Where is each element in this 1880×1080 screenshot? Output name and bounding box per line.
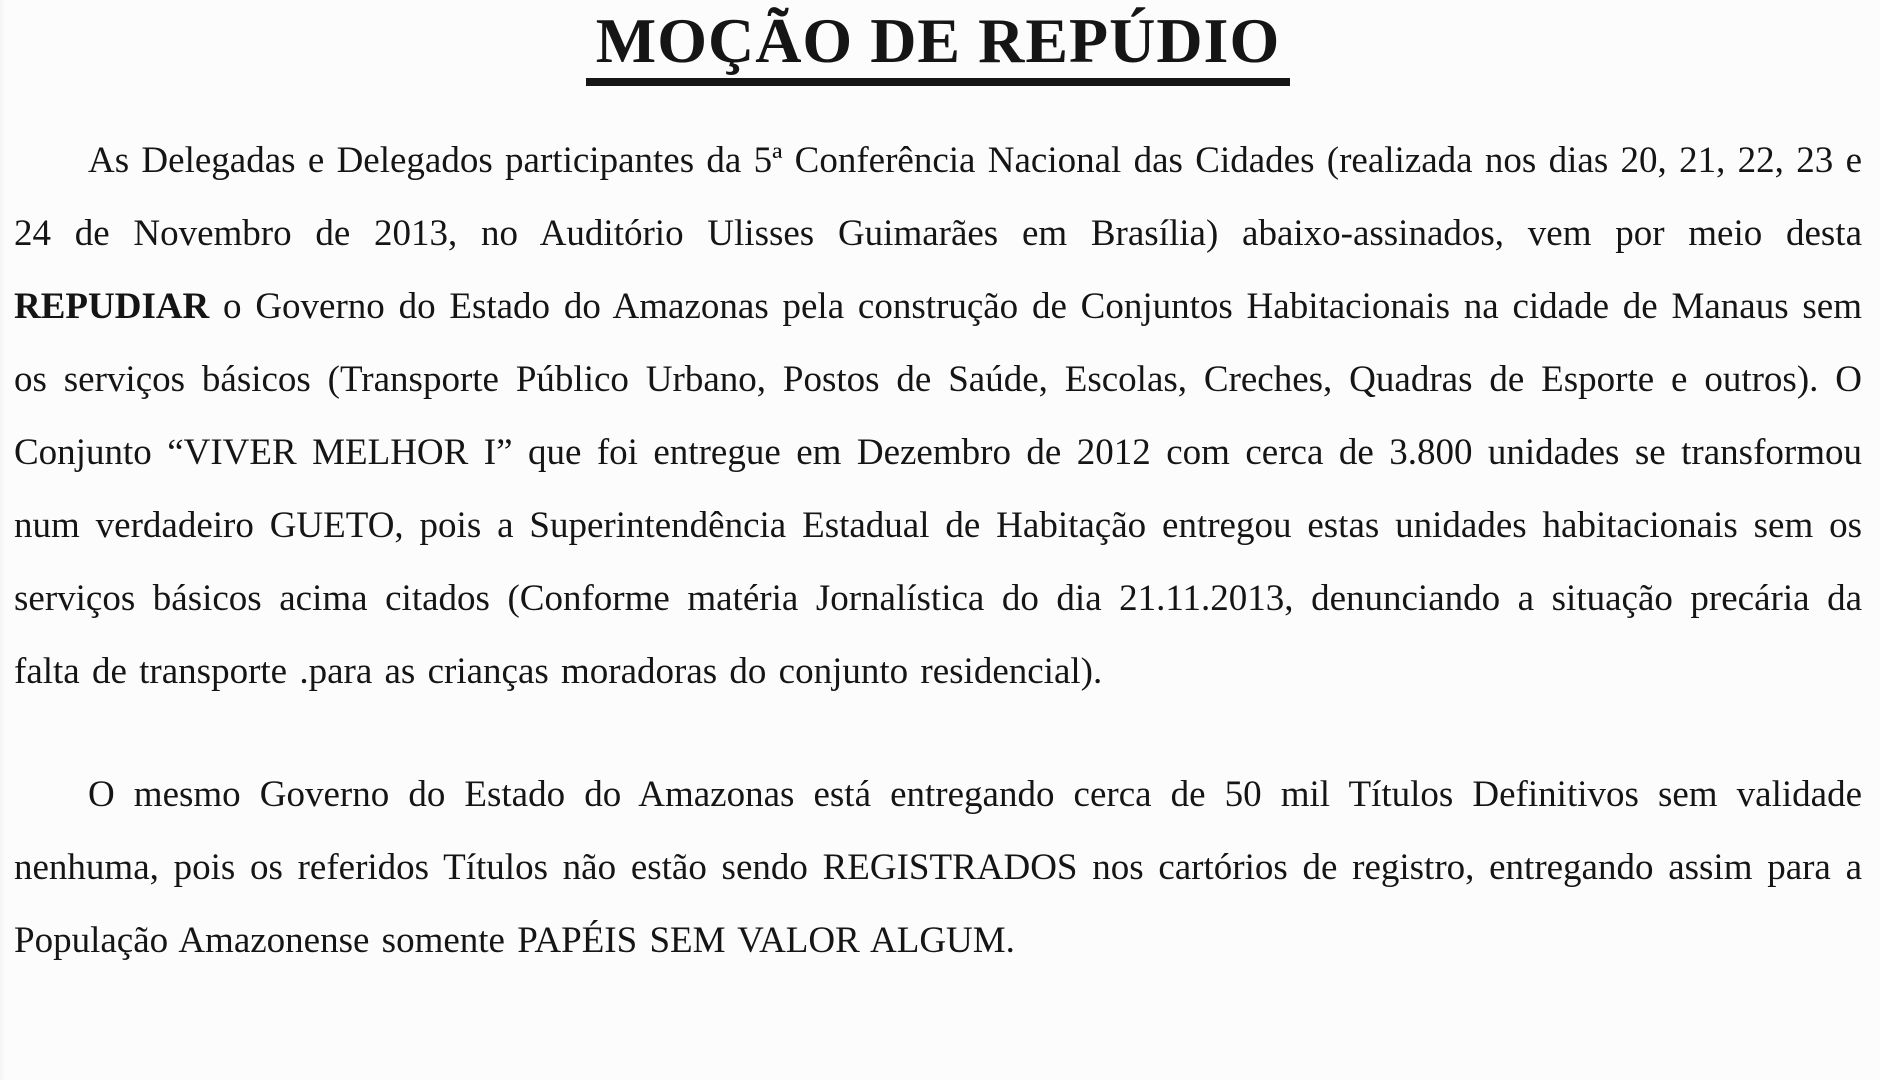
paragraph1-bold-repudiar: REPUDIAR — [14, 286, 210, 328]
paragraph2-text: O mesmo Governo do Estado do Amazonas está entregando cerca de 50 mil Títulos Definitivos sem validade nenhuma, pois os referidos Títulos não estão sendo REGISTRADOS nos cartórios de registro, entregando assim para a População Amazonense somente PAPÉIS SEM VALOR ALGUM. — [14, 774, 1862, 962]
paragraph-repudiation — [14, 124, 1862, 708]
document-title-text: MOÇÃO DE REPÚDIO — [586, 6, 1290, 86]
paragraph1-text-lead: As Delegadas e Delegados participantes da 5ª Conferência Nacional das Cidades (realizada nos dias 20, 21, 22, 23 e 24 de Novembro de 2013, no Auditório Ulisses Guimarães em Brasília) abaixo-assinados, vem por meio desta — [14, 140, 1862, 255]
paragraph-titles — [14, 758, 1862, 977]
document-title — [14, 6, 1862, 86]
paragraph1-text-rest: o Governo do Estado do Amazonas pela construção de Conjuntos Habitacionais na cidade de Manaus sem os serviços básicos (Transporte Público Urbano, Postos de Saúde, Escolas, Creches, Quadras de Esporte e outros). O Conjunto “VIVER MELHOR I” que foi entregue em Dezembro de 2012 com cerca de 3.800 unidades se transformou num verdadeiro GUETO, pois a Superintendência Estadual de Habitação entregou estas unidades habitacionais sem os serviços básicos acima citados (Conforme matéria Jornalística do dia 21.11.2013, denunciando a situação precária da falta de transporte .para as crianças moradoras do conjunto residencial). — [14, 286, 1862, 693]
